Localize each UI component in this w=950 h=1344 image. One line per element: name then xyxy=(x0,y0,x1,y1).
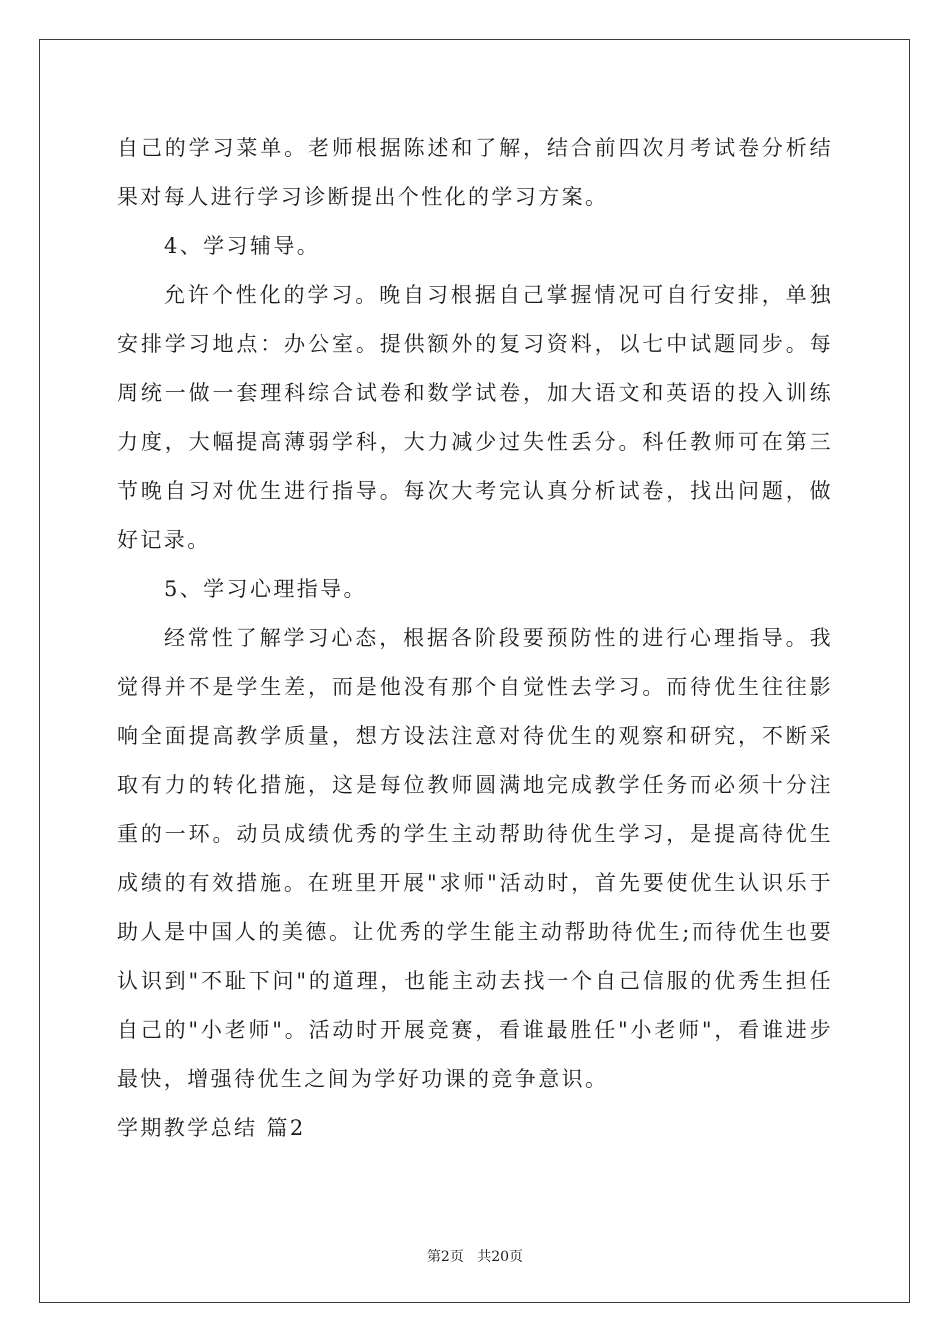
page-number: 第2页 xyxy=(426,1249,464,1265)
document-body xyxy=(117,124,833,1153)
page-total: 共20页 xyxy=(477,1249,524,1265)
paragraph-tutoring: 允许个性化的学习。晚自习根据自己掌握情况可自行安排，单独安排学习地点：办公室。提供额外的复习资料，以七中试题同步。每周统一做一套理科综合试卷和数学试卷，加大语文和英语的投入训练力度，大幅提高薄弱学科，大力减少过失性丢分。科任教师可在第三节晚自习对优生进行指导。每次大考完认真分析试卷，找出问题，做好记录。 xyxy=(117,283,833,552)
paragraph-psychology: 经常性了解学习心态，根据各阶段要预防性的进行心理指导。我觉得并不是学生差，而是他没有那个自觉性去学习。而待优生往往影响全面提高教学质量，想方设法注意对待优生的观察和研究，不断采取有力的转化措施，这是每位教师圆满地完成教学任务而必须十分注重的一环。动员成绩优秀的学生主动帮助待优生学习，是提高待优生成绩的有效措施。在班里开展"求师"活动时，首先要使优生认识乐于助人是中国人的美德。让优秀的学生能主动帮助待优生;而待优生也要认识到"不耻下问"的道理，也能主动去找一个自己信服的优秀生担任自己的"小老师"。活动时开展竞赛，看谁最胜任"小老师"，看谁进步最快，增强待优生之间为学好功课的竞争意识。 xyxy=(117,626,833,1091)
page-footer xyxy=(0,1246,950,1266)
subheading-study-tutoring: 4、学习辅导。 xyxy=(164,234,321,258)
section-heading: 学期教学总结 篇2 xyxy=(117,1116,306,1140)
paragraph-continuation: 自己的学习菜单。老师根据陈述和了解，结合前四次月考试卷分析结果对每人进行学习诊断提出个性化的学习方案。 xyxy=(117,136,833,209)
subheading-psychology-guidance: 5、学习心理指导。 xyxy=(164,577,367,601)
